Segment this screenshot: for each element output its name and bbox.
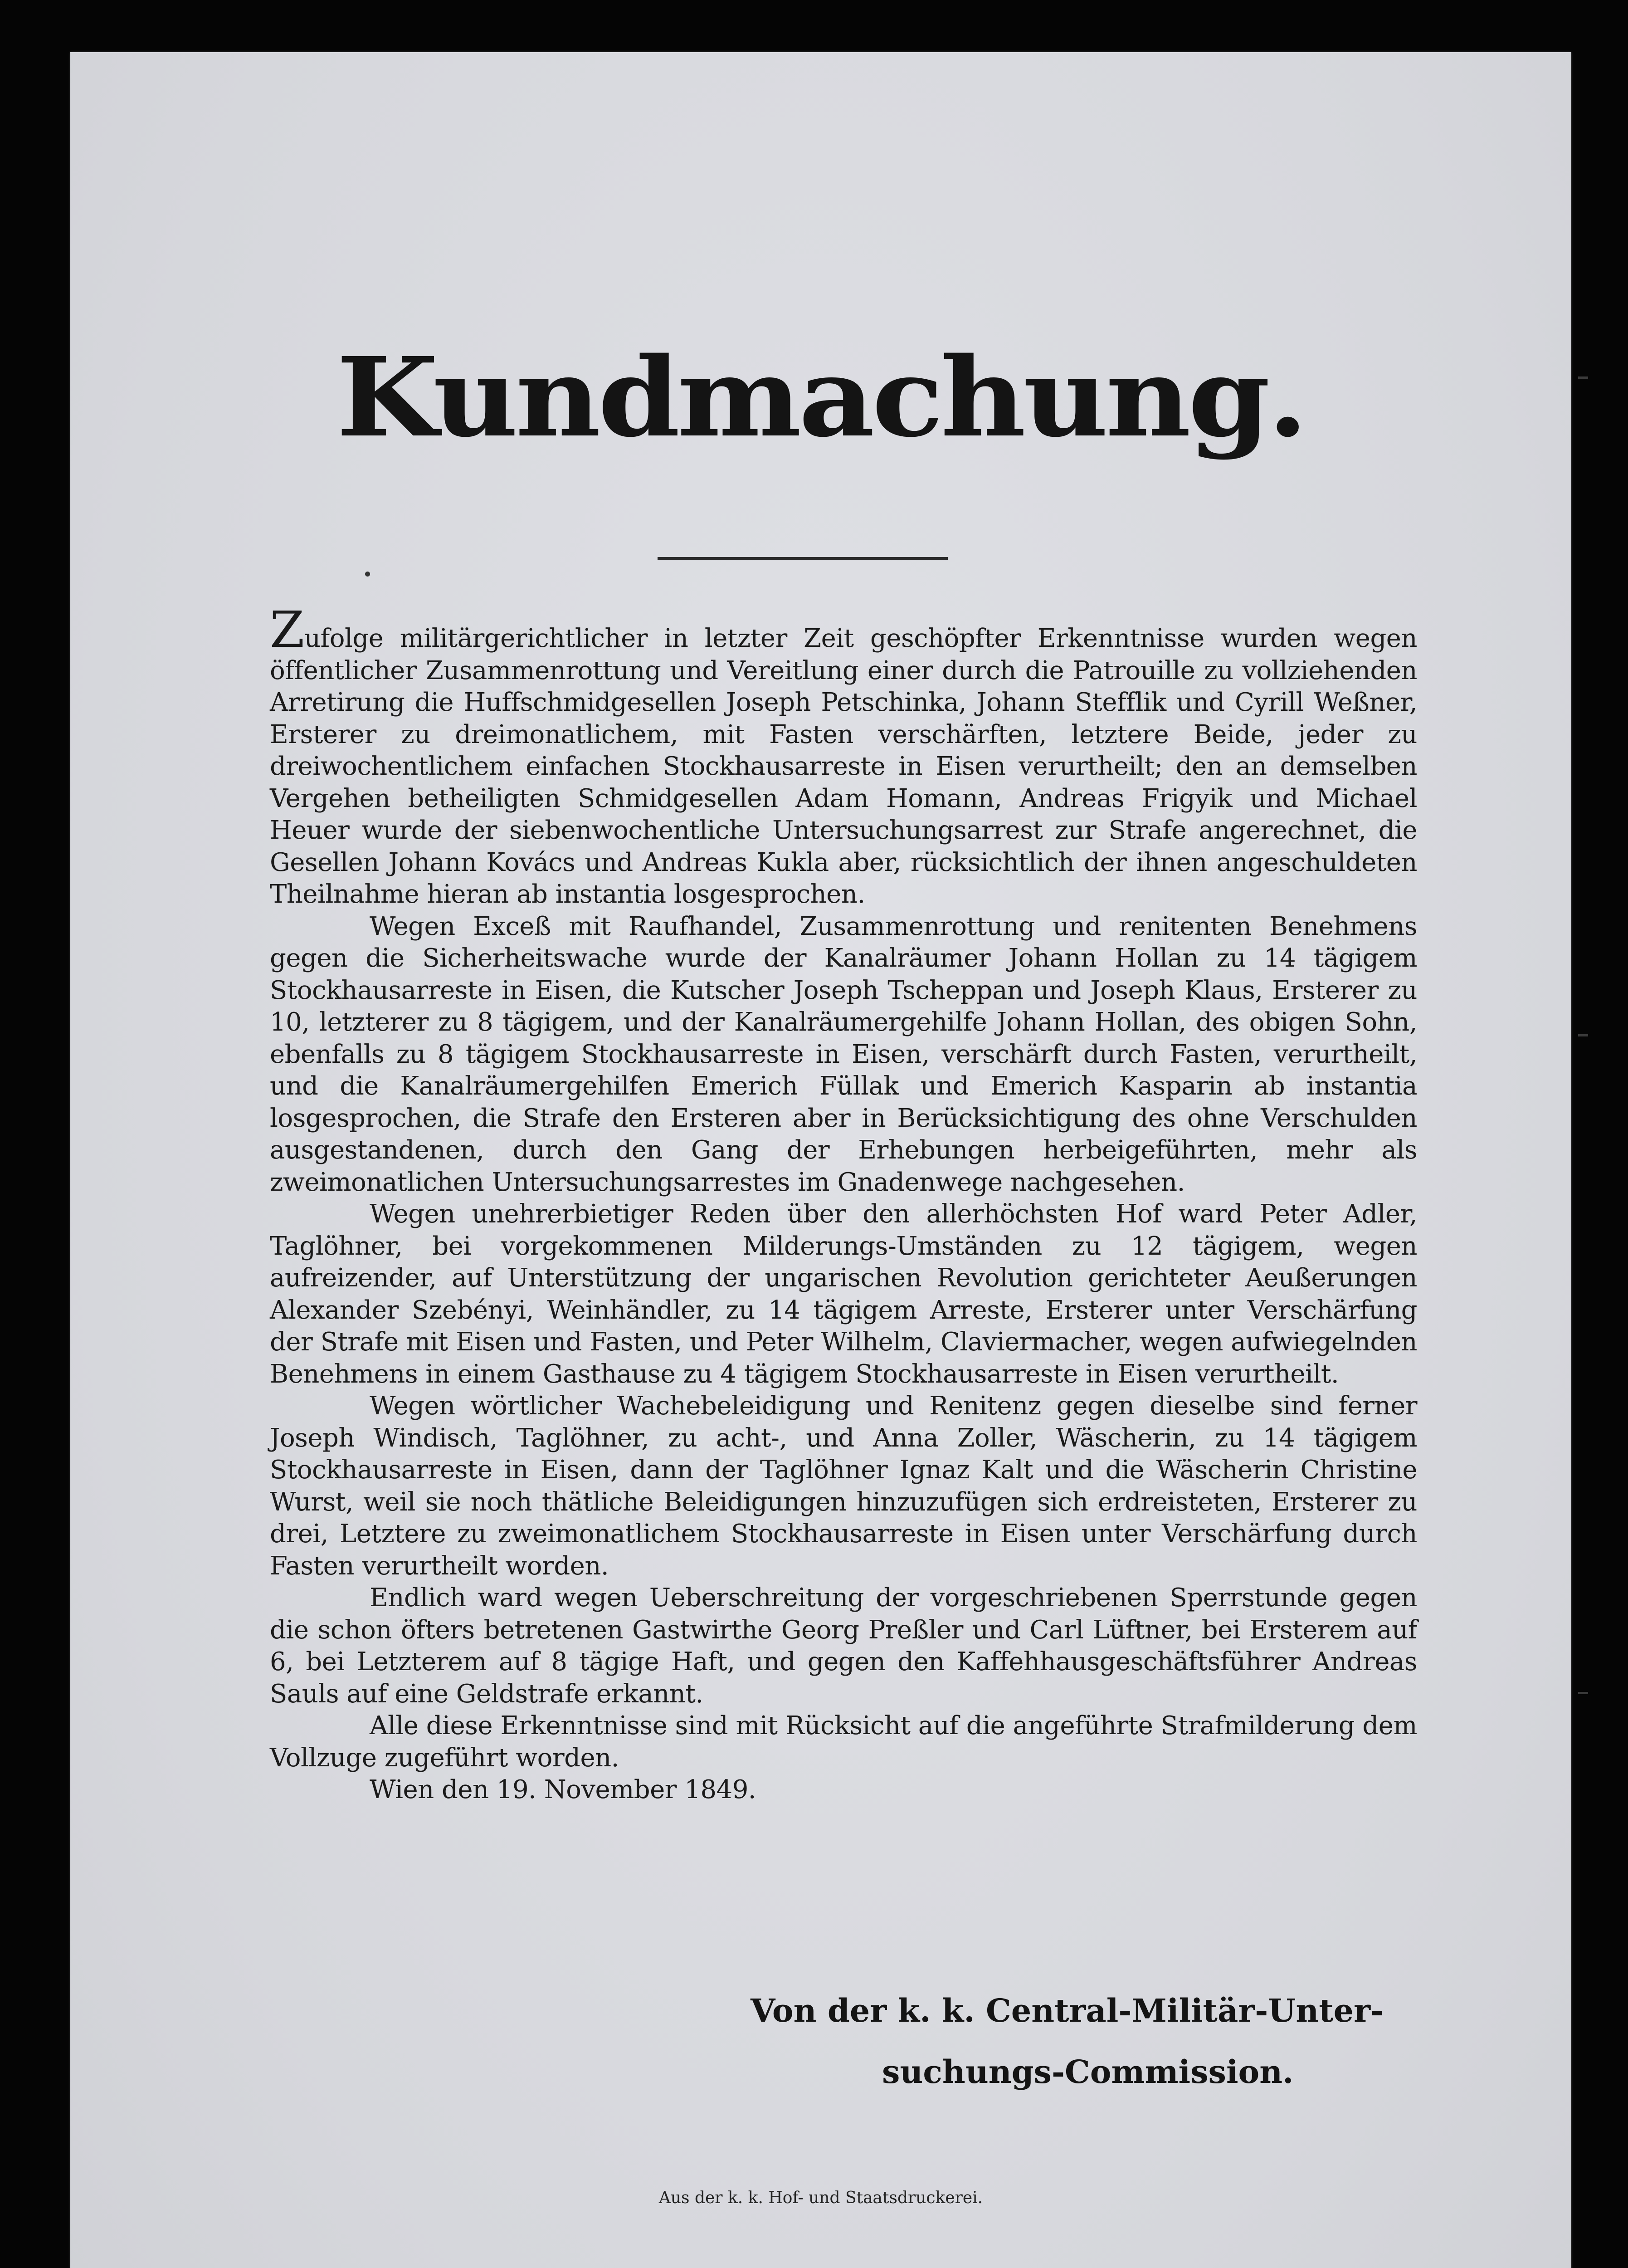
paragraph-5: Endlich ward wegen Ueberschreitung der vorgeschriebenen Sperrstunde gegen die schon öfters betretenen Gastwirthe Georg Preßler und Carl Lüftner, bei Ersterem auf 6, bei Letzterem auf 8 tägige Haft, und gegen den Kaffehhausgeschäftsführer Andreas Sauls auf eine Geldstrafe erkannt.: [270, 1583, 1417, 1709]
ink-dot: [365, 572, 370, 577]
signature-block: [583, 1980, 1444, 2102]
paragraph-6: Alle diese Erkenntnisse sind mit Rücksicht auf die angeführte Strafmilderung dem Vollzuge zugeführt worden.: [270, 1711, 1417, 1773]
poster-sheet: [70, 52, 1571, 2268]
margin-mark: [1578, 376, 1588, 379]
signature-line-2: suchungs-Commission.: [882, 2053, 1294, 2091]
printer-imprint: Aus der k. k. Hof- und Staatsdruckerei.: [658, 2189, 983, 2207]
paragraph-3: Wegen unehrerbietiger Reden über den allerhöchsten Hof ward Peter Adler, Taglöhner, bei vorgekommenen Milderungs-Umständen zu 12 tägigem, wegen aufreizender, auf Unterstützung der ungarischen Revolution gerichteter Aeußerungen Alexander Szebényi, Weinhändler, zu 14 tägigem Arreste, Ersterer unter Verschärfung der Strafe mit Eisen und Fasten, und Peter Wilhelm, Claviermacher, wegen aufwiegelnden Benehmens in einem Gasthause zu 4 tägigem Stockhausarreste in Eisen verurtheilt.: [270, 1199, 1417, 1389]
paragraph-2: Wegen Exceß mit Raufhandel, Zusammenrottung und renitenten Benehmens gegen die Sicherheitswache wurde der Kanalräumer Johann Hollan zu 14 tägigem Stockhausarreste in Eisen, die Kutscher Joseph Tscheppan und Joseph Klaus, Ersterer zu 10, letzterer zu 8 tägigem, und der Kanalräumergehilfe Johann Hollan, des obigen Sohn, ebenfalls zu 8 tägigem Stockhausarreste in Eisen, verschärft durch Fasten, verurtheilt, und die Kanalräumergehilfen Emerich Füllak und Emerich Kasparin ab instantia losgesprochen, die Strafe den Ersteren aber in Berücksichtigung des ohne Verschulden ausgestandenen, durch den Gang der Erhebungen herbeigeführten, mehr als zweimonatlichen Untersuchungsarrestes im Gnadenwege nachgesehen.: [270, 911, 1417, 1197]
paragraph-1: Zufolge militärgerichtlicher in letzter Zeit geschöpfter Erkenntnisse wurden wegen öffentlicher Zusammenrottung und Vereitlung einer durch die Patrouille zu vollziehenden Arretirung die Huffschmidgesellen Joseph Petschinka, Johann Stefflik und Cyrill Weßner, Ersterer zu dreimonatlichem, mit Fasten verschärften, letztere Beide, jeder zu dreiwochentlichem einfachen Stockhausarreste in Eisen verurtheilt; den an demselben Vergehen betheiligten Schmidgesellen Adam Homann, Andreas Frigyik und Michael Heuer wurde der siebenwochentliche Untersuchungsarrest zur Strafe angerechnet, die Gesellen Johann Kovács und Andreas Kukla aber, rücksichtlich der ihnen angeschuldeten Theilnahme hieran ab instantia losgesprochen.: [270, 601, 1417, 909]
document-body: [270, 601, 1417, 1806]
signature-line-1: Von der k. k. Central-Militär-Unter-: [751, 1992, 1384, 2029]
date-line: Wien den 19. November 1849.: [370, 1775, 756, 1804]
paragraph-4: Wegen wörtlicher Wachebeleidigung und Renitenz gegen dieselbe sind ferner Joseph Windisch, Taglöhner, zu acht-, und Anna Zoller, Wäscherin, zu 14 tägigem Stockhausarreste in Eisen, dann der Taglöhner Ignaz Kalt und die Wäscherin Christine Wurst, weil sie noch thätliche Beleidigungen hinzuzufügen sich erdreisteten, Ersterer zu drei, Letztere zu zweimonatlichem Stockhausarreste in Eisen unter Verschärfung durch Fasten verurtheilt worden.: [270, 1391, 1417, 1581]
title-divider: [658, 557, 948, 560]
margin-mark: [1578, 1034, 1588, 1036]
document-title: Kundmachung.: [336, 333, 1306, 461]
margin-mark: [1578, 1692, 1588, 1694]
